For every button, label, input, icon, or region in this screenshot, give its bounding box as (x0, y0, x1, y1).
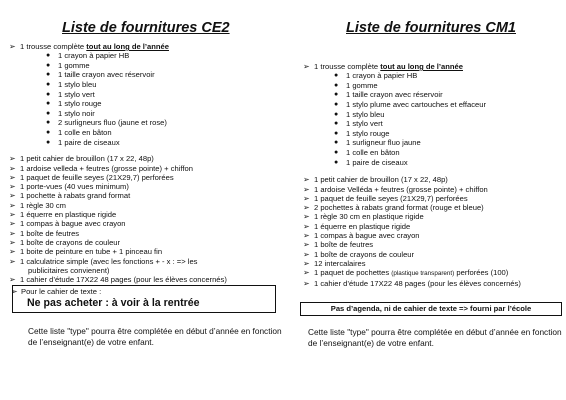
trousse-item (292, 129, 564, 139)
arrowhead-bullet-icon: ➢ (303, 193, 310, 203)
ce2-column (4, 0, 284, 348)
list-item (298, 185, 564, 194)
dot-bullet-icon: ● (46, 100, 51, 108)
arrowhead-bullet-icon: ➢ (9, 228, 16, 238)
list-item (4, 229, 284, 238)
trousse-item (4, 70, 284, 80)
trousse-item-label: 1 stylo bleu (58, 80, 97, 90)
dot-bullet-icon: ● (46, 71, 51, 79)
list-item (13, 287, 275, 296)
supply-item-label: 1 boîte de crayons de couleur (20, 237, 121, 247)
calculatrice-line2: publicitaires convienent) (28, 265, 110, 275)
arrowhead-bullet-icon: ➢ (9, 219, 16, 229)
trousse-item-label: 1 taille crayon avec réservoir (58, 70, 155, 80)
trousse-item (292, 138, 564, 148)
arrowhead-bullet-icon: ➢ (303, 258, 310, 268)
list-item (298, 279, 564, 288)
arrowhead-bullet-icon: ➢ (9, 275, 16, 285)
dot-bullet-icon: ● (46, 81, 51, 89)
supply-item-label: 1 équerre en plastique rigide (314, 221, 411, 231)
pochettes-before: 1 paquet de pochettes (314, 268, 392, 278)
trousse-item-label: 1 colle en bâton (58, 128, 112, 138)
dot-bullet-icon: ● (334, 129, 339, 137)
ce2-note: Cette liste "type" pourra être complétée en début d’année en fonction de l’enseignant(e) de votre enfant. (28, 325, 282, 347)
trousse-item (4, 51, 284, 61)
supply-item-label: 1 paquet de feuille seyes (21X29,7) perforées (314, 193, 468, 203)
list-item (4, 164, 284, 173)
list-item (298, 259, 564, 268)
trousse-item-label: 2 surligneurs fluo (jaune et rose) (58, 118, 167, 128)
trousse-item-label: 1 stylo plume avec cartouches et effaceur (346, 100, 486, 110)
dot-bullet-icon: ● (334, 91, 339, 99)
arrowhead-bullet-icon: ➢ (9, 172, 16, 182)
list-item (298, 268, 564, 278)
cm1-extra-list (298, 268, 564, 288)
trousse-item-label: 1 stylo vert (58, 89, 95, 99)
trousse-item (292, 148, 564, 158)
supply-item-label: 1 compas à bague avec crayon (314, 231, 420, 241)
arrowhead-bullet-icon: ➢ (9, 256, 16, 266)
supply-item-label: 1 ardoise Velléda + feutres (grosse pointe) + chiffon (314, 184, 488, 194)
trousse-item-label: 1 surligneur fluo jaune (346, 138, 421, 148)
trousse-item (4, 109, 284, 119)
ce2-trousse-contents (4, 51, 284, 147)
trousse-item-label: 1 crayon à papier HB (58, 51, 130, 61)
list-item (4, 173, 284, 182)
arrowhead-bullet-icon: ➢ (9, 210, 16, 220)
cahier-texte-label: Pour le cahier de texte : (21, 287, 102, 297)
arrowhead-bullet-icon: ➢ (9, 163, 16, 173)
ce2-trousse-list (4, 42, 284, 51)
arrowhead-bullet-icon: ➢ (9, 182, 16, 192)
list-item (4, 42, 284, 51)
trousse-item-label: 1 crayon à papier HB (346, 71, 418, 81)
arrowhead-bullet-icon: ➢ (303, 221, 310, 231)
trousse-item-label: 1 stylo rouge (346, 128, 390, 138)
supply-item-label: 1 compas à bague avec crayon (20, 219, 126, 229)
supply-item-label: 2 pochettes à rabats grand format (rouge et bleue) (314, 203, 484, 213)
arrowhead-bullet-icon: ➢ (9, 247, 16, 257)
trousse-item (4, 138, 284, 148)
trousse-item-label: 1 taille crayon avec réservoir (346, 90, 443, 100)
dot-bullet-icon: ● (334, 72, 339, 80)
dot-bullet-icon: ● (46, 129, 51, 137)
list-item (4, 191, 284, 200)
agenda-notice: Pas d’agenda, ni de cahier de texte => fourni par l’école (300, 302, 562, 316)
arrowhead-bullet-icon: ➢ (9, 42, 16, 51)
trousse-highlight: tout au long de l’année (380, 62, 463, 71)
supply-item-label: 1 règle 30 cm (20, 200, 67, 210)
trousse-item (292, 110, 564, 120)
dot-bullet-icon: ● (46, 119, 51, 127)
cm1-supplies-list (298, 175, 564, 268)
trousse-label: 1 trousse complète (314, 62, 381, 71)
list-item (4, 257, 284, 276)
trousse-item-label: 1 stylo rouge (58, 99, 102, 109)
calculatrice-line1: 1 calculatrice simple (avec les fonctions + - x : => les (20, 256, 198, 266)
trousse-item (4, 80, 284, 90)
list-item (4, 275, 284, 284)
list-item (298, 62, 564, 71)
trousse-item (292, 71, 564, 81)
trousse-item (4, 99, 284, 109)
trousse-item (4, 128, 284, 138)
trousse-item (292, 81, 564, 91)
dot-bullet-icon: ● (46, 61, 51, 69)
arrowhead-bullet-icon: ➢ (303, 212, 310, 222)
dot-bullet-icon: ● (334, 139, 339, 147)
arrowhead-bullet-icon: ➢ (303, 231, 310, 241)
arrowhead-bullet-icon: ➢ (11, 287, 18, 297)
trousse-item-label: 1 stylo vert (346, 119, 383, 129)
supply-item-label: 1 petit cahier de brouillon (17 x 22, 48p) (314, 175, 448, 185)
cahier-texte-box (12, 285, 276, 312)
dot-bullet-icon: ● (334, 81, 339, 89)
dot-bullet-icon: ● (46, 52, 51, 60)
arrowhead-bullet-icon: ➢ (9, 237, 16, 247)
cahier-etude: 1 cahier d’étude 17X22 48 pages (pour les élèves concernés) (20, 275, 227, 285)
trousse-item (4, 90, 284, 100)
cm1-title: Liste de fournitures CM1 (346, 20, 516, 36)
supply-item-label: 1 pochette à rabats grand format (20, 191, 131, 201)
list-item (298, 203, 564, 212)
supply-item-label: 1 petit cahier de brouillon (17 x 22, 48p) (20, 154, 154, 164)
supply-item-label: 1 boîte de feutres (20, 228, 80, 238)
trousse-highlight: tout au long de l’année (86, 42, 169, 51)
dot-bullet-icon: ● (334, 120, 339, 128)
cm1-trousse-list (298, 62, 564, 71)
trousse-item-label: 1 stylo bleu (346, 109, 385, 119)
arrowhead-bullet-icon: ➢ (303, 240, 310, 250)
ce2-supplies-list (4, 154, 284, 256)
dot-bullet-icon: ● (46, 90, 51, 98)
trousse-item-label: 1 stylo noir (58, 108, 95, 118)
supply-item-label: 1 ardoise velleda + feutres (grosse pointe) + chiffon (20, 163, 193, 173)
cm1-column (298, 0, 564, 349)
list-item (4, 154, 284, 163)
trousse-item-label: 1 gomme (58, 60, 90, 70)
arrowhead-bullet-icon: ➢ (303, 249, 310, 259)
supply-item-label: 1 porte-vues (40 vues minimum) (20, 182, 129, 192)
arrowhead-bullet-icon: ➢ (303, 62, 310, 71)
pochettes-small: (plastique transparent) (391, 270, 455, 278)
ce2-title: Liste de fournitures CE2 (62, 20, 230, 36)
trousse-item-label: 1 gomme (346, 80, 378, 90)
list-item (298, 250, 564, 259)
supply-item-label: 1 boite de peinture en tube + 1 pinceau fin (20, 247, 163, 257)
trousse-item-label: 1 colle en bâton (346, 148, 400, 158)
cahier-etude: 1 cahier d’étude 17X22 48 pages (pour les élèves concernés) (314, 278, 521, 288)
arrowhead-bullet-icon: ➢ (303, 203, 310, 213)
list-item (4, 201, 284, 210)
list-item (4, 247, 284, 256)
pochettes-after: perforées (100) (454, 268, 509, 278)
dot-bullet-icon: ● (46, 138, 51, 146)
list-item (298, 240, 564, 249)
dot-bullet-icon: ● (334, 101, 339, 109)
trousse-label: 1 trousse complète (20, 42, 87, 51)
list-item (4, 219, 284, 228)
arrowhead-bullet-icon: ➢ (303, 278, 310, 288)
trousse-item (292, 158, 564, 168)
supply-item-label: 1 règle 30 cm en plastique rigide (314, 212, 424, 222)
list-item (298, 175, 564, 184)
arrowhead-bullet-icon: ➢ (303, 184, 310, 194)
arrowhead-bullet-icon: ➢ (9, 154, 16, 164)
list-item (298, 194, 564, 203)
ce2-extra-list (4, 257, 284, 285)
trousse-item-label: 1 paire de ciseaux (346, 157, 408, 167)
trousse-item (292, 90, 564, 100)
list-item (298, 231, 564, 240)
arrowhead-bullet-icon: ➢ (9, 191, 16, 201)
trousse-item (292, 119, 564, 129)
list-item (4, 210, 284, 219)
list-item (298, 222, 564, 231)
list-item (4, 238, 284, 247)
cm1-note: Cette liste "type" pourra être complétée en début d’année en fonction de l’enseignant(e) de votre enfant. (308, 326, 562, 348)
dot-bullet-icon: ● (46, 109, 51, 117)
dot-bullet-icon: ● (334, 158, 339, 166)
dot-bullet-icon: ● (334, 110, 339, 118)
supply-item-label: 1 boîte de crayons de couleur (314, 249, 415, 259)
supply-item-label: 1 boîte de feutres (314, 240, 374, 250)
cm1-trousse-contents (292, 71, 564, 167)
trousse-item-label: 1 paire de ciseaux (58, 137, 120, 147)
arrowhead-bullet-icon: ➢ (303, 268, 310, 278)
trousse-item (4, 118, 284, 128)
supply-item-label: 12 intercalaires (314, 258, 366, 268)
arrowhead-bullet-icon: ➢ (9, 200, 16, 210)
list-item (298, 212, 564, 221)
trousse-item (4, 61, 284, 71)
arrowhead-bullet-icon: ➢ (303, 175, 310, 185)
supply-item-label: 1 paquet de feuille seyes (21X29,7) perforées (20, 172, 174, 182)
supply-item-label: 1 équerre en plastique rigide (20, 210, 117, 220)
trousse-item (292, 100, 564, 110)
dot-bullet-icon: ● (334, 149, 339, 157)
cahier-texte-emphasis: Ne pas acheter : à voir à la rentrée (27, 296, 200, 309)
list-item (4, 182, 284, 191)
